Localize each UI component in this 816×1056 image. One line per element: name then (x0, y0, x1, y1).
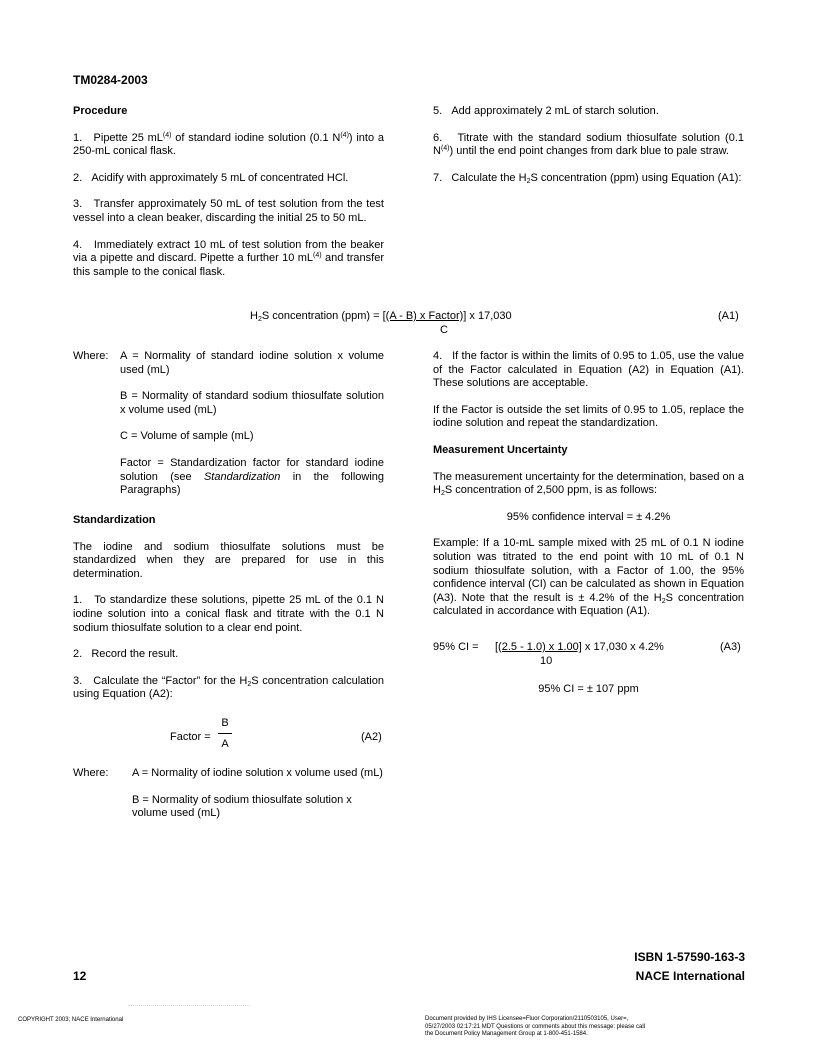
where-label: Where: (73, 767, 109, 779)
where-definitions (120, 350, 384, 498)
faint-divider (128, 1005, 250, 1007)
procedure-continued (433, 105, 744, 185)
subscript: 2 (247, 680, 252, 688)
equation-a3-label: (A3) (720, 641, 741, 653)
text-run: ) into a 250-mL conical flask. (73, 131, 384, 158)
footnote-ref: (4) (340, 131, 349, 139)
provider-notice (425, 1016, 685, 1039)
text-run: 1. Pipette 25 mL (73, 131, 163, 144)
text-run: S concentration calculation using Equation (A2): (73, 674, 384, 701)
text-run: in the following Paragraphs) (120, 470, 384, 497)
page-number: 12 (73, 969, 87, 983)
text-run: S concentration of 2,500 ppm, is as follows: (444, 484, 658, 497)
subscript: 2 (661, 597, 666, 605)
procedure-step-2: 2. Acidify with approximately 5 mL of concentrated HCl. (73, 171, 349, 184)
measurement-uncertainty-heading: Measurement Uncertainty (433, 443, 568, 456)
equation-a2-label: (A2) (361, 731, 382, 743)
factor-outside-limits: If the Factor is outside the set limits of 0.95 to 1.05, replace the iodine solution and repeat the standardization. (433, 403, 744, 430)
equation-a3-numerator: [(2.5 - 1.0) x 1.00] (495, 641, 582, 653)
where-definitions-2 (132, 767, 384, 821)
text-run: 3. Calculate the “Factor” for the H (73, 674, 248, 687)
standardization-intro: The iodine and sodium thiosulfate solutions must be standardized when they are prepared for use in this determination. (73, 540, 384, 580)
procedure-step-7 (433, 172, 744, 186)
footnote-ref: (4) (313, 252, 322, 260)
procedure-step-1 (73, 132, 384, 159)
text-run: x 17,030 (466, 310, 512, 322)
text-run: S concentration (ppm) = (261, 310, 383, 322)
text-run: 7. Calculate the H (433, 171, 527, 184)
text-run-italic: Standardization (203, 470, 281, 483)
definition-c: C = Volume of sample (mL) (120, 430, 254, 443)
equation-a2-numerator: B (221, 717, 229, 729)
text-run: 6. Titrate with the standard sodium thiosulfate solution (0.1 N (433, 131, 744, 158)
copyright-notice: COPYRIGHT 2003; NACE International (18, 1017, 124, 1023)
standardization-continued (433, 350, 744, 619)
text-run: 95% CI = (433, 641, 479, 653)
standardization-step-2: 2. Record the result. (73, 648, 179, 661)
subscript: 2 (526, 177, 531, 185)
equation-a3-result: 95% CI = ± 107 ppm (538, 683, 639, 695)
isbn: ISBN 1-57590-163-3 (634, 950, 745, 964)
publisher-name: NACE International (635, 969, 745, 983)
text-run: ) until the end point changes from dark blue to pale straw. (449, 145, 729, 158)
text-run: Factor = Standardization factor for standard iodine solution (see (120, 456, 384, 483)
definition-factor (120, 457, 384, 498)
procedure-step-6 (433, 132, 744, 159)
equation-a2-lhs: Factor = (170, 731, 211, 743)
equation-a1 (250, 310, 512, 324)
fraction-bar (218, 733, 232, 734)
standardization-step-4: 4. If the factor is within the limits of 0.95 to 1.05, use the value of the Factor calculated in Equation (A2) in Equation (A1). These solutions are acceptable. (433, 350, 744, 390)
text-run: S concentration (ppm) using Equation (A1): (530, 171, 742, 184)
equation-a3-denominator: 10 (540, 655, 553, 667)
procedure-step-3: 3. Transfer approximately 50 mL of test solution from the test vessel into a clean beaker, discarding the initial 25 to 50 mL. (73, 198, 384, 224)
definition-a: A = Normality of standard iodine solution x volume used (mL) (120, 350, 384, 376)
provider-line-2: 05/27/2003 02:17:21 MDT Questions or comments about this message: please call (425, 1023, 646, 1030)
text-run: S concentration calculated in accordance with Equation (A1). (433, 591, 745, 618)
procedure-step-5: 5. Add approximately 2 mL of starch solution. (433, 105, 659, 117)
footnote-ref: (4) (440, 145, 450, 153)
equation-a1-numerator: [(A - B) x Factor)] (382, 310, 467, 322)
definition-b: B = Normality of sodium thiosulfate solution x volume used (mL) (132, 793, 352, 820)
procedure-heading: Procedure (73, 105, 128, 117)
procedure-step-4 (73, 239, 384, 280)
equation-a3 (433, 641, 479, 655)
confidence-interval-line: 95% confidence interval = ± 4.2% (506, 510, 671, 523)
subscript: 2 (257, 316, 262, 323)
footnote-ref: (4) (162, 131, 172, 139)
text-run: H (250, 310, 258, 322)
equation-a3-expression (495, 641, 664, 655)
equation-a1-label: (A1) (718, 310, 739, 322)
where-label: Where: (73, 350, 109, 362)
measurement-uncertainty-text (433, 471, 744, 498)
equation-a1-denominator: C (440, 324, 448, 336)
document-id: TM0284-2003 (73, 73, 148, 87)
definition-a: A = Normality of iodine solution x volume used (mL) (132, 767, 383, 779)
subscript: 2 (440, 490, 445, 498)
standardization-step-3 (73, 675, 384, 702)
example-paragraph (433, 537, 744, 619)
definition-b: B = Normality of standard sodium thiosulfate solution x volume used (mL) (120, 390, 384, 416)
text-run: Example: If a 10-mL sample mixed with 25 mL of 0.1 N iodine solution was titrated to the end point with 10 mL of 0.1 N sodium thiosulfate solution, with a Factor of 1.00, the 95% confidence interval (CI) can be calculated as shown in Equation (A3). Note that the result is ± 4.2% of the H (433, 537, 744, 604)
standardization-step-1: 1. To standardize these solutions, pipette 25 mL of the 0.1 N iodine solution into a conical flask and titrate with the 0.1 N sodium thiosulfate solution to a clear end point. (73, 594, 384, 634)
text-run: and transfer this sample to the conical flask. (73, 252, 384, 278)
provider-line-1: Document provided by IHS Licensee=Fluor Corporation/2110503105, User=, (425, 1016, 629, 1022)
provider-line-3: the Document Policy Management Group at 1-800-451-1584. (425, 1031, 588, 1037)
equation-a2-denominator: A (221, 738, 229, 750)
text-run: of standard iodine solution (0.1 N (171, 131, 341, 144)
text-run: The measurement uncertainty for the determination, based on a H (433, 470, 744, 497)
standardization-heading: Standardization (73, 514, 156, 526)
procedure-section (73, 105, 384, 279)
standardization-section (73, 514, 384, 702)
text-run: x 17,030 x 4.2% (581, 641, 664, 653)
text-run: 4. Immediately extract 10 mL of test solution from the beaker via a pipette and discard. Pipette a further 10 mL (73, 238, 384, 265)
